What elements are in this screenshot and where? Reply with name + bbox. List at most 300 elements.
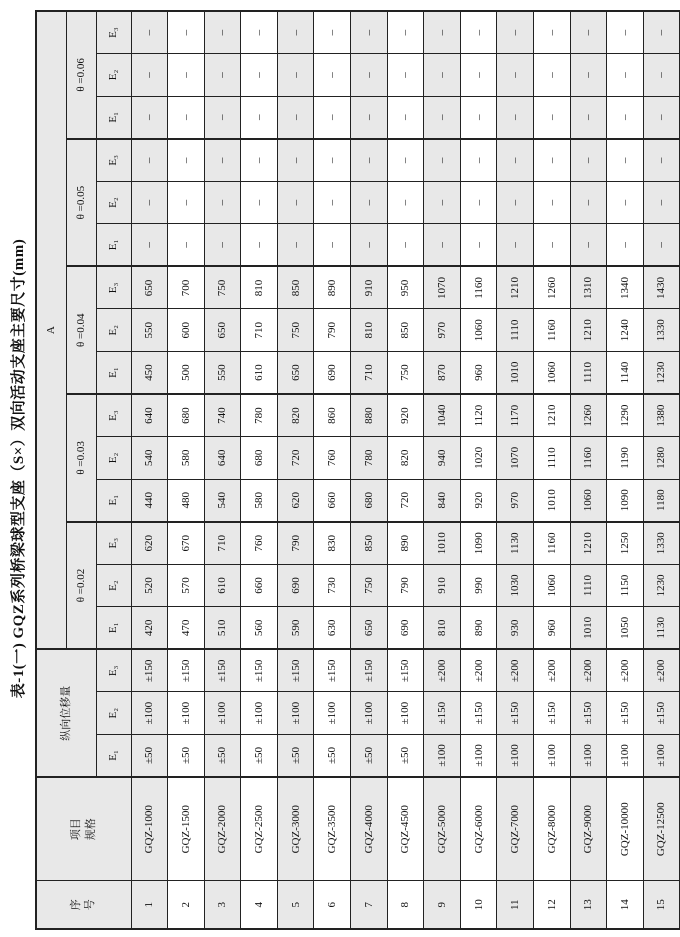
value-cell: 1110 — [570, 564, 607, 607]
value-cell: – — [643, 224, 680, 267]
value-cell: ±100 — [534, 734, 571, 777]
header-row-1 — [36, 11, 66, 929]
value-cell: 910 — [351, 266, 388, 309]
value-cell: 920 — [387, 394, 424, 437]
value-cell: – — [460, 54, 497, 97]
value-cell: ±150 — [607, 692, 644, 735]
value-cell: – — [570, 11, 607, 54]
value-cell: 960 — [534, 607, 571, 650]
theta-003-header: θ =0.03 — [66, 394, 96, 522]
value-cell: 540 — [204, 479, 241, 522]
spec-cell: GQZ-4000 — [351, 777, 388, 881]
e-col-header: E₂ — [96, 309, 131, 352]
value-cell: 1090 — [607, 479, 644, 522]
value-cell: – — [460, 224, 497, 267]
value-cell: 970 — [497, 479, 534, 522]
value-cell: 1210 — [497, 266, 534, 309]
spec-cell: GQZ-8000 — [534, 777, 571, 881]
value-cell: 1010 — [497, 352, 534, 395]
table-row — [387, 11, 424, 929]
serial-cell: 6 — [314, 881, 351, 929]
value-cell: – — [497, 224, 534, 267]
value-cell: – — [607, 54, 644, 97]
value-cell: – — [570, 54, 607, 97]
value-cell: 1120 — [460, 394, 497, 437]
value-cell: 1140 — [607, 352, 644, 395]
item-spec-header: 项目 规格 — [36, 777, 131, 881]
value-cell: 1090 — [460, 522, 497, 565]
table-row — [131, 11, 168, 929]
value-cell: – — [460, 139, 497, 182]
e-col-header: E₃ — [96, 522, 131, 565]
value-cell: 1130 — [643, 607, 680, 650]
value-cell: 780 — [351, 437, 388, 480]
value-cell: 750 — [277, 309, 314, 352]
value-cell: 680 — [351, 479, 388, 522]
e-col-header: E₂ — [96, 692, 131, 735]
table-row — [204, 11, 241, 929]
value-cell: 1060 — [460, 309, 497, 352]
value-cell: 860 — [314, 394, 351, 437]
value-cell: – — [570, 181, 607, 224]
value-cell: 790 — [387, 564, 424, 607]
value-cell: – — [131, 11, 168, 54]
value-cell: 550 — [131, 309, 168, 352]
value-cell: – — [314, 224, 351, 267]
value-cell: – — [607, 224, 644, 267]
value-cell: – — [643, 96, 680, 139]
value-cell: – — [497, 11, 534, 54]
value-cell: – — [534, 54, 571, 97]
value-cell: 930 — [497, 607, 534, 650]
value-cell: ±50 — [277, 734, 314, 777]
value-cell: – — [387, 224, 424, 267]
value-cell: ±50 — [131, 734, 168, 777]
value-cell: – — [204, 54, 241, 97]
value-cell: 1150 — [607, 564, 644, 607]
value-cell: – — [204, 139, 241, 182]
serial-cell: 13 — [570, 881, 607, 929]
value-cell: ±100 — [131, 692, 168, 735]
value-cell: 1210 — [570, 309, 607, 352]
value-cell: – — [168, 96, 205, 139]
value-cell: ±150 — [314, 649, 351, 692]
value-cell: 1340 — [607, 266, 644, 309]
value-cell: – — [314, 139, 351, 182]
value-cell: 1190 — [607, 437, 644, 480]
value-cell: ±150 — [387, 649, 424, 692]
value-cell: 1260 — [570, 394, 607, 437]
e-col-header: E₃ — [96, 266, 131, 309]
value-cell: 700 — [168, 266, 205, 309]
value-cell: 970 — [424, 309, 461, 352]
value-cell: ±200 — [607, 649, 644, 692]
value-cell: 560 — [241, 607, 278, 650]
value-cell: 550 — [204, 352, 241, 395]
value-cell: – — [351, 181, 388, 224]
value-cell: – — [424, 181, 461, 224]
value-cell: – — [607, 96, 644, 139]
e-col-header: E₃ — [96, 139, 131, 182]
value-cell: – — [643, 181, 680, 224]
value-cell: – — [314, 11, 351, 54]
value-cell: – — [277, 11, 314, 54]
e-col-header: E₃ — [96, 11, 131, 54]
value-cell: ±150 — [643, 692, 680, 735]
value-cell: 1060 — [570, 479, 607, 522]
value-cell: 1310 — [570, 266, 607, 309]
value-cell: – — [204, 96, 241, 139]
value-cell: – — [241, 54, 278, 97]
value-cell: 740 — [204, 394, 241, 437]
value-cell: 850 — [387, 309, 424, 352]
value-cell: 990 — [460, 564, 497, 607]
value-cell: 710 — [351, 352, 388, 395]
value-cell: 600 — [168, 309, 205, 352]
value-cell: 1040 — [424, 394, 461, 437]
value-cell: – — [534, 11, 571, 54]
value-cell: 660 — [314, 479, 351, 522]
spec-cell: GQZ-12500 — [643, 777, 680, 881]
serial-cell: 3 — [204, 881, 241, 929]
value-cell: 1010 — [534, 479, 571, 522]
value-cell: 690 — [387, 607, 424, 650]
value-cell: ±200 — [424, 649, 461, 692]
value-cell: 1230 — [643, 352, 680, 395]
value-cell: – — [460, 11, 497, 54]
value-cell: 730 — [314, 564, 351, 607]
spec-cell: GQZ-4500 — [387, 777, 424, 881]
value-cell: ±200 — [460, 649, 497, 692]
e-col-header: E₁ — [96, 734, 131, 777]
value-cell: – — [131, 181, 168, 224]
value-cell: – — [351, 96, 388, 139]
value-cell: 820 — [277, 394, 314, 437]
serial-cell: 9 — [424, 881, 461, 929]
table-row — [424, 11, 461, 929]
value-cell: ±50 — [204, 734, 241, 777]
value-cell: – — [570, 224, 607, 267]
spec-cell: GQZ-6000 — [460, 777, 497, 881]
value-cell: ±200 — [570, 649, 607, 692]
e-col-header: E₃ — [96, 649, 131, 692]
table-row — [351, 11, 388, 929]
value-cell: ±50 — [351, 734, 388, 777]
value-cell: – — [168, 54, 205, 97]
value-cell: 650 — [131, 266, 168, 309]
value-cell: – — [131, 54, 168, 97]
table-row — [241, 11, 278, 929]
value-cell: 480 — [168, 479, 205, 522]
value-cell: – — [460, 96, 497, 139]
table-row — [168, 11, 205, 929]
value-cell: – — [534, 139, 571, 182]
value-cell: 620 — [277, 479, 314, 522]
value-cell: 1290 — [607, 394, 644, 437]
value-cell: 810 — [241, 266, 278, 309]
spec-cell: GQZ-3500 — [314, 777, 351, 881]
value-cell: 890 — [314, 266, 351, 309]
value-cell: 1230 — [643, 564, 680, 607]
serial-cell: 14 — [607, 881, 644, 929]
value-cell: 1170 — [497, 394, 534, 437]
value-cell: 690 — [277, 564, 314, 607]
value-cell: 1210 — [534, 394, 571, 437]
spec-cell: GQZ-9000 — [570, 777, 607, 881]
value-cell: 660 — [241, 564, 278, 607]
value-cell: 850 — [277, 266, 314, 309]
value-cell: ±50 — [314, 734, 351, 777]
value-cell: 650 — [277, 352, 314, 395]
value-cell: – — [131, 139, 168, 182]
table-row — [570, 11, 607, 929]
value-cell: – — [204, 11, 241, 54]
serial-cell: 5 — [277, 881, 314, 929]
serial-cell: 8 — [387, 881, 424, 929]
value-cell: – — [351, 54, 388, 97]
value-cell: – — [351, 11, 388, 54]
value-cell: ±100 — [241, 692, 278, 735]
value-cell: – — [241, 139, 278, 182]
serial-cell: 11 — [497, 881, 534, 929]
value-cell: 790 — [314, 309, 351, 352]
value-cell: 450 — [131, 352, 168, 395]
value-cell: 810 — [351, 309, 388, 352]
value-cell: – — [424, 11, 461, 54]
value-cell: – — [424, 224, 461, 267]
value-cell: 1010 — [570, 607, 607, 650]
value-cell: ±200 — [497, 649, 534, 692]
value-cell: 850 — [351, 522, 388, 565]
value-cell: ±100 — [351, 692, 388, 735]
e-col-header: E₁ — [96, 479, 131, 522]
value-cell: – — [607, 181, 644, 224]
value-cell: 820 — [387, 437, 424, 480]
table-row — [460, 11, 497, 929]
value-cell: ±100 — [314, 692, 351, 735]
value-cell: – — [424, 139, 461, 182]
value-cell: 720 — [277, 437, 314, 480]
value-cell: ±100 — [570, 734, 607, 777]
value-cell: – — [131, 224, 168, 267]
value-cell: 1260 — [534, 266, 571, 309]
value-cell: 1330 — [643, 309, 680, 352]
value-cell: ±100 — [497, 734, 534, 777]
spec-cell: GQZ-7000 — [497, 777, 534, 881]
value-cell: – — [497, 54, 534, 97]
e-col-header: E₂ — [96, 437, 131, 480]
value-cell: 960 — [460, 352, 497, 395]
value-cell: – — [424, 54, 461, 97]
value-cell: 1160 — [460, 266, 497, 309]
e-col-header: E₁ — [96, 96, 131, 139]
value-cell: 760 — [314, 437, 351, 480]
value-cell: – — [534, 224, 571, 267]
spec-cell: GQZ-2500 — [241, 777, 278, 881]
value-cell: – — [534, 181, 571, 224]
value-cell: 1210 — [570, 522, 607, 565]
value-cell: ±150 — [460, 692, 497, 735]
value-cell: ±100 — [168, 692, 205, 735]
value-cell: – — [277, 54, 314, 97]
value-cell: 870 — [424, 352, 461, 395]
serial-cell: 12 — [534, 881, 571, 929]
value-cell: 910 — [424, 564, 461, 607]
value-cell: – — [241, 96, 278, 139]
bearing-dimension-table — [35, 10, 680, 930]
value-cell: 610 — [241, 352, 278, 395]
value-cell: 590 — [277, 607, 314, 650]
value-cell: 1050 — [607, 607, 644, 650]
value-cell: – — [424, 96, 461, 139]
value-cell: 500 — [168, 352, 205, 395]
value-cell: 1160 — [570, 437, 607, 480]
value-cell: 610 — [204, 564, 241, 607]
value-cell: 1010 — [424, 522, 461, 565]
value-cell: 510 — [204, 607, 241, 650]
value-cell: – — [387, 139, 424, 182]
value-cell: – — [277, 224, 314, 267]
table-body — [131, 11, 680, 929]
value-cell: ±150 — [241, 649, 278, 692]
value-cell: 1020 — [460, 437, 497, 480]
value-cell: ±200 — [643, 649, 680, 692]
value-cell: 1060 — [534, 352, 571, 395]
value-cell: ±50 — [168, 734, 205, 777]
e-col-header: E₂ — [96, 564, 131, 607]
value-cell: – — [131, 96, 168, 139]
value-cell: ±150 — [277, 649, 314, 692]
value-cell: 650 — [204, 309, 241, 352]
value-cell: 950 — [387, 266, 424, 309]
value-cell: – — [168, 181, 205, 224]
value-cell: 690 — [314, 352, 351, 395]
value-cell: 1110 — [534, 437, 571, 480]
table-header — [36, 11, 131, 929]
longitudinal-displacement-header: 纵向位移量 — [36, 649, 96, 777]
value-cell: – — [241, 224, 278, 267]
value-cell: ±100 — [643, 734, 680, 777]
value-cell: 1070 — [497, 437, 534, 480]
spec-cell: GQZ-10000 — [607, 777, 644, 881]
value-cell: – — [314, 181, 351, 224]
value-cell: 940 — [424, 437, 461, 480]
value-cell: ±150 — [204, 649, 241, 692]
value-cell: – — [168, 11, 205, 54]
value-cell: 580 — [168, 437, 205, 480]
value-cell: – — [241, 181, 278, 224]
value-cell: ±150 — [570, 692, 607, 735]
spec-cell: GQZ-1500 — [168, 777, 205, 881]
value-cell: ±150 — [168, 649, 205, 692]
value-cell: 1160 — [534, 522, 571, 565]
value-cell: – — [387, 96, 424, 139]
value-cell: – — [387, 11, 424, 54]
value-cell: 1030 — [497, 564, 534, 607]
value-cell: – — [497, 96, 534, 139]
value-cell: – — [351, 139, 388, 182]
value-cell: 780 — [241, 394, 278, 437]
value-cell: 1330 — [643, 522, 680, 565]
value-cell: 710 — [241, 309, 278, 352]
value-cell: – — [314, 96, 351, 139]
serial-cell: 1 — [131, 881, 168, 929]
value-cell: ±50 — [387, 734, 424, 777]
value-cell: 640 — [131, 394, 168, 437]
e-col-header: E₁ — [96, 607, 131, 650]
value-cell: ±100 — [607, 734, 644, 777]
value-cell: – — [277, 96, 314, 139]
value-cell: ±100 — [424, 734, 461, 777]
value-cell: 650 — [351, 607, 388, 650]
theta-006-header: θ =0.06 — [66, 11, 96, 139]
value-cell: 520 — [131, 564, 168, 607]
value-cell: – — [643, 139, 680, 182]
value-cell: 680 — [168, 394, 205, 437]
value-cell: 920 — [460, 479, 497, 522]
table-row — [643, 11, 680, 929]
value-cell: 420 — [131, 607, 168, 650]
value-cell: – — [497, 139, 534, 182]
serial-cell: 10 — [460, 881, 497, 929]
value-cell: 1110 — [497, 309, 534, 352]
value-cell: – — [607, 11, 644, 54]
value-cell: – — [168, 224, 205, 267]
table-title: 表-1(一) GQZ系列桥梁球型支座（S×）双向活动支座主要尺寸(mm) — [11, 238, 27, 699]
value-cell: 680 — [241, 437, 278, 480]
table-row — [497, 11, 534, 929]
value-cell: 630 — [314, 607, 351, 650]
serial-header: 序号 — [36, 881, 131, 929]
value-cell: 880 — [351, 394, 388, 437]
value-cell: 830 — [314, 522, 351, 565]
table-row — [277, 11, 314, 929]
value-cell: 790 — [277, 522, 314, 565]
table-row — [607, 11, 644, 929]
value-cell: – — [314, 54, 351, 97]
value-cell: 1380 — [643, 394, 680, 437]
value-cell: – — [351, 224, 388, 267]
value-cell: 1250 — [607, 522, 644, 565]
table-row — [314, 11, 351, 929]
value-cell: ±100 — [277, 692, 314, 735]
value-cell: 1240 — [607, 309, 644, 352]
value-cell: 1180 — [643, 479, 680, 522]
value-cell: – — [497, 181, 534, 224]
group-a-header: A — [36, 11, 66, 649]
value-cell: 810 — [424, 607, 461, 650]
value-cell: ±50 — [241, 734, 278, 777]
e-col-header: E₃ — [96, 394, 131, 437]
serial-cell: 2 — [168, 881, 205, 929]
value-cell: – — [643, 54, 680, 97]
serial-cell: 4 — [241, 881, 278, 929]
value-cell: – — [570, 139, 607, 182]
value-cell: – — [570, 96, 607, 139]
e-col-header: E₂ — [96, 54, 131, 97]
value-cell: – — [534, 96, 571, 139]
value-cell: 570 — [168, 564, 205, 607]
value-cell: 1160 — [534, 309, 571, 352]
e-col-header: E₁ — [96, 352, 131, 395]
value-cell: ±200 — [534, 649, 571, 692]
table-row — [534, 11, 571, 929]
value-cell: 890 — [387, 522, 424, 565]
value-cell: – — [460, 181, 497, 224]
value-cell: ±150 — [534, 692, 571, 735]
value-cell: 840 — [424, 479, 461, 522]
value-cell: ±100 — [460, 734, 497, 777]
